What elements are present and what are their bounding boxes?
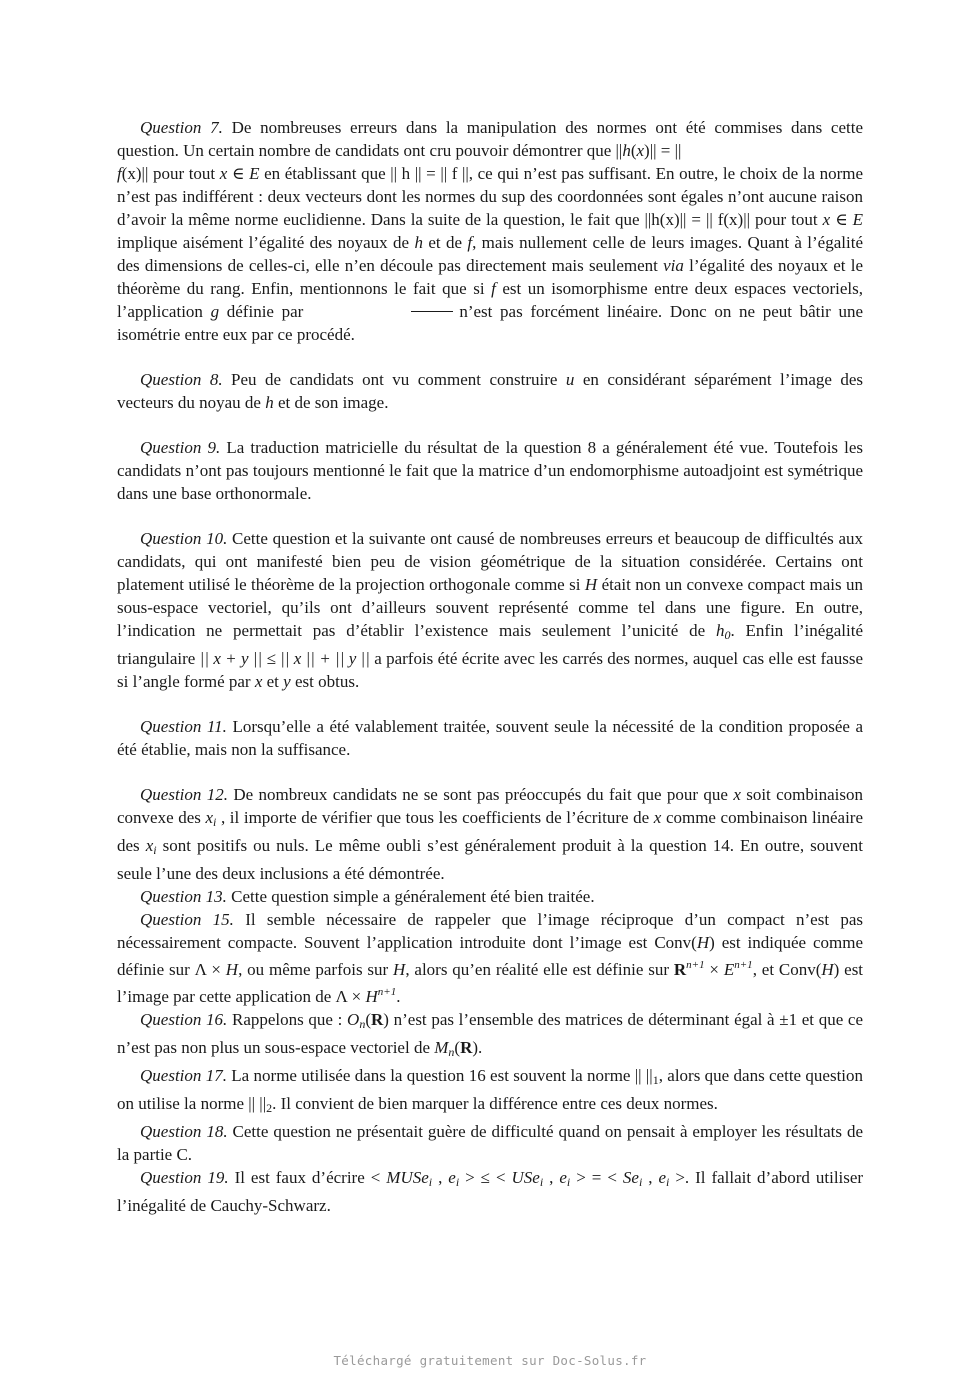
text: , il importe de vérifier que tous les coefficients de l’écriture de — [220, 808, 650, 827]
subscript: n — [359, 1017, 366, 1031]
math: e — [448, 1168, 456, 1187]
text: ). — [472, 1038, 483, 1057]
text: en considérant séparément l’image des vecteurs du noyau de — [117, 370, 864, 412]
question-11-label: Question 11. — [140, 717, 227, 736]
question-19-label: Question 19. — [140, 1168, 229, 1187]
text: Rappelons que : — [231, 1010, 343, 1029]
text: > = < — [576, 1168, 617, 1187]
question-10-paragraph — [117, 527, 863, 693]
math: MUSe — [386, 1168, 429, 1187]
subscript: i — [666, 1175, 670, 1189]
text: , alors que dans cette question on utilise la norme || || — [117, 1066, 864, 1113]
question-13-paragraph — [117, 885, 863, 908]
subscript: i — [638, 1175, 643, 1189]
triangle-inequality: || x + y || ≤ || x || + || y || — [199, 649, 370, 668]
math: E — [723, 960, 735, 979]
superscript: n+1 — [686, 959, 705, 971]
text: Il est faux d’écrire < — [234, 1168, 381, 1187]
math: H — [821, 960, 834, 979]
math: e — [559, 1168, 567, 1187]
text: . Il convient de bien marquer la différence entre ces deux normes. — [272, 1094, 718, 1113]
document-body — [117, 116, 863, 1217]
subscript: i — [213, 815, 217, 829]
text: , alors qu’en réalité elle est définie sur — [405, 960, 670, 979]
text: > ≤ < — [465, 1168, 506, 1187]
text: ( — [454, 1038, 461, 1057]
math: M — [434, 1038, 449, 1057]
superscript: n+1 — [377, 986, 397, 998]
math: Se — [622, 1168, 639, 1187]
text: ) n’est pas l’ensemble des matrices de déterminant égal à ±1 et que ce n’est pas non plus un sous-espace vectoriel de — [117, 1010, 864, 1057]
text: )|| = || — [644, 141, 682, 160]
question-15-label: Question 15. — [140, 910, 234, 929]
question-11-paragraph — [117, 715, 863, 761]
math: H — [584, 575, 598, 594]
math: x ∈ E — [219, 164, 260, 183]
text: De nombreux candidats ne se sont pas préoccupés du fait que pour que — [233, 785, 728, 804]
text: Il semble nécessaire de rappeler que l’image réciproque d’un compact n’est pas nécessairement compacte. Souvent l’application introduite dont l’image est Conv( — [117, 910, 863, 952]
math: x — [205, 808, 214, 827]
text: Peu de candidats ont vu comment construire — [231, 370, 558, 389]
question-16-paragraph — [117, 1008, 863, 1064]
subscript: 0 — [724, 628, 731, 642]
math: H — [393, 960, 406, 979]
math: h — [265, 393, 274, 412]
text: n’est pas forcément linéaire. Donc on ne peut bâtir une isométrie entre eux par ce procédé. — [117, 302, 864, 344]
subscript: 2 — [266, 1101, 273, 1115]
question-12-paragraph — [117, 783, 863, 885]
math: e — [658, 1168, 666, 1187]
text: . — [396, 987, 401, 1006]
question-8-label: Question 8. — [140, 370, 223, 389]
text: (x)|| pour tout — [121, 164, 216, 183]
question-18-label: Question 18. — [140, 1122, 228, 1141]
math: x — [254, 672, 263, 691]
subscript: i — [539, 1175, 544, 1189]
math: O — [347, 1010, 360, 1029]
subscript: n — [448, 1045, 455, 1059]
text: Cette question simple a généralement été bien traitée. — [231, 887, 595, 906]
subscript: i — [455, 1175, 460, 1189]
text: Cette question ne présentait guère de difficulté quand on pensait à employer les résultats de la partie C. — [117, 1122, 864, 1164]
math: f — [491, 279, 496, 298]
question-17-paragraph — [117, 1064, 863, 1120]
math: h — [414, 233, 423, 252]
math: u — [565, 370, 575, 389]
question-13-label: Question 13. — [140, 887, 227, 906]
text: ( — [630, 141, 637, 160]
question-12-label: Question 12. — [140, 785, 228, 804]
missing-formula-dash — [411, 311, 453, 312]
text: . Enfin l’inégalité triangulaire — [117, 621, 864, 668]
math: f — [117, 164, 122, 183]
math: H — [696, 933, 710, 952]
footer-source-note: Téléchargé gratuitement sur Doc-Solus.fr — [333, 1353, 647, 1368]
text: est un isomorphisme entre deux espaces vectoriels, l’application — [117, 279, 864, 321]
question-9-label: Question 9. — [140, 438, 221, 457]
question-17-label: Question 17. — [140, 1066, 227, 1085]
subscript: i — [428, 1175, 433, 1189]
text: ( — [365, 1010, 371, 1029]
question-7-label: Question 7. — [140, 118, 223, 137]
math: x — [636, 141, 645, 160]
math: H — [225, 960, 239, 979]
superscript: n+1 — [734, 959, 753, 971]
text: , et Conv( — [752, 960, 822, 979]
question-18-paragraph — [117, 1120, 863, 1166]
text: et de son image. — [277, 393, 389, 412]
math: y — [283, 672, 291, 691]
question-7-paragraph — [117, 116, 863, 346]
text: , ou même parfois sur — [238, 960, 389, 979]
math: via — [663, 256, 684, 275]
text: était non un convexe compact mais un sous-espace vectoriel, qu’ils ont d’ailleurs souvent représenté comme tel dans une figure. En outre, l’indication ne permettait pas d’établir l’existence mais seulement l’unicité de — [117, 575, 864, 640]
math: x — [145, 836, 154, 855]
math: h — [715, 621, 725, 640]
text: >. Il fallait d’abord utiliser l’inégalité de Cauchy-Schwarz. — [117, 1168, 864, 1215]
text: La traduction matricielle du résultat de la question 8 a généralement été vue. Toutefois les candidats n’ont pas toujours mentionné le fait que la matrice d’un endomorphisme autoadjoint est symétrique dans une base orthonormale. — [117, 438, 864, 503]
text: , mais nullement celle de leurs images. Quant à l’égalité des dimensions de celles-ci, elle n’en découle pas directement mais seulement — [117, 233, 863, 275]
subscript: i — [153, 843, 157, 857]
subscript: i — [566, 1175, 571, 1189]
question-8-paragraph — [117, 368, 863, 414]
text: en établissant que || h || = || f ||, ce qui n’est pas suffisant. En outre, le choix de la norme n’est pas indifférent : deux vecteurs dont les normes du sup des coordonnées sont égales n’ont aucune raison d’avoir la même norme euclidienne. Dans la suite de la question, le fait que ||h(x)|| = || f(x)|| pour tout — [117, 164, 864, 229]
subscript: 1 — [652, 1073, 659, 1087]
text: implique aisément l’égalité des noyaux de — [117, 233, 410, 252]
text: La norme utilisée dans la question 16 est souvent la norme || || — [231, 1066, 653, 1085]
math: R — [371, 1010, 384, 1029]
question-15-paragraph — [117, 908, 863, 1008]
text: l’égalité des noyaux et le théorème du rang. Enfin, mentionnons le fait que si — [117, 256, 864, 298]
math: H — [365, 987, 378, 1006]
text: De nombreuses erreurs dans la manipulation des normes ont été commises dans cette question. Un certain nombre de candidats ont cru pouvoir démontrer que || — [117, 118, 863, 160]
math: f — [467, 233, 473, 252]
text: × — [709, 960, 720, 979]
text: sont positifs ou nuls. Le même oubli s’est généralement produit à la question 14. En outre, souvent seule l’une des deux inclusions a été démontrée. — [117, 836, 864, 883]
math: x — [653, 808, 662, 827]
text: et — [266, 672, 279, 691]
question-9-paragraph — [117, 436, 863, 505]
text: et de — [428, 233, 462, 252]
question-19-paragraph: Question 19. Il est faux d’écrire < MUSe$_i$ , $e_i$ > ≤ < USe$_i$ , $e_i$ > = < $Se_i$ , $e_i$ >. Il fallait d’abord utiliser l’inégalité de Cauchy-Schwarz. — [117, 1168, 864, 1215]
text: définie par — [226, 302, 304, 321]
math: h — [622, 141, 631, 160]
text: ) est l’image par cette application de Λ × — [117, 960, 864, 1006]
question-10-label: Question 10. — [140, 529, 228, 548]
math: g — [210, 302, 220, 321]
text: comme combinaison linéaire des — [117, 808, 863, 855]
math: x ∈ E — [822, 210, 864, 229]
text: a parfois été écrite avec les carrés des normes, auquel cas elle est fausse si l’angle formé par — [117, 649, 863, 691]
text: soit combinaison convexe des — [117, 785, 863, 827]
math: R — [673, 960, 687, 979]
math: x — [733, 785, 741, 804]
question-16-label: Question 16. — [140, 1010, 228, 1029]
text: Lorsqu’elle a été valablement traitée, souvent seule la nécessité de la condition proposée a été établie, mais non la suffisance. — [117, 717, 864, 759]
math: USe — [511, 1168, 540, 1187]
text: est obtus. — [294, 672, 360, 691]
math: R — [460, 1038, 473, 1057]
text: ) est indiquée comme définie sur Λ × — [117, 933, 864, 979]
text: Cette question et la suivante ont causé de nombreuses erreurs et beaucoup de difficultés aux candidats, qui ont manifesté bien peu de vision géométrique de la situation considérée. Certains ont platement utilisé le théorème de la projection orthogonale comme si — [117, 529, 864, 594]
